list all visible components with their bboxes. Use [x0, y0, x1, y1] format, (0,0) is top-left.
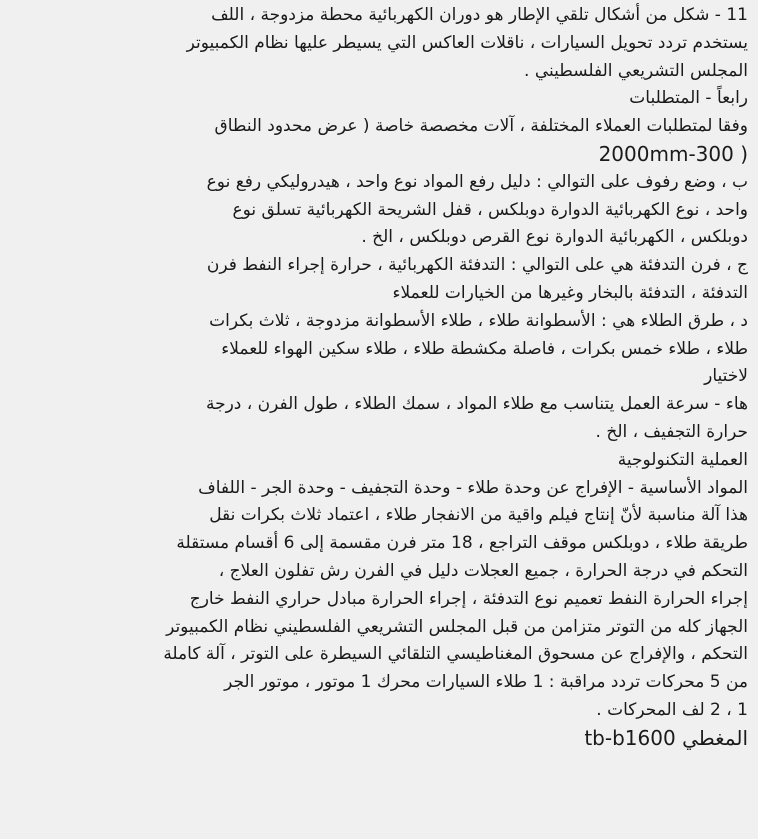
text-line: طلاء ، طلاء خمس بكرات ، فاصلة مكشطة طلاء ، طلاء سكين الهواء للعملاء	[221, 338, 748, 359]
text-line: لاختيار	[704, 366, 748, 387]
text-line: 1 ، 2 لف المحركات .	[596, 699, 748, 720]
text-line: التدفئة ، التدفئة بالبخار وغيرها من الخيارات للعملاء	[392, 282, 748, 303]
text-line: الجهاز كله من التوتر متزامن من قبل المجلس التشريعي الفلسطيني نظام الكمبيوتر	[166, 616, 748, 637]
text-line: التحكم في درجة الحرارة ، جميع العجلات دليل في الفرن رش تفلون العلاج ،	[218, 560, 748, 581]
section-heading: رابعاً - المتطلبات	[629, 88, 748, 109]
text-line: واحد ، نوع الكهربائية الدوارة دوبلكس ، قفل الشريحة الكهربائية تسلق نوع	[232, 199, 748, 220]
text-line: يستخدم تردد تحويل السيارات ، ناقلات العاكس التي يسيطر عليها نظام الكمبيوتر	[186, 32, 748, 53]
text-line: د ، طرق الطلاء هي : الأسطوانة طلاء ، طلاء الأسطوانة مزدوجة ، ثلاث بكرات	[209, 310, 748, 331]
text-line: وفقا لمتطلبات العملاء المختلفة ، آلات مخصصة خاصة ( عرض محدود النطاق	[214, 116, 748, 137]
text-line: دوبلكس ، الكهربائية الدوارة نوع القرص دوبلكس ، الخ .	[361, 227, 748, 248]
text-line: هاء - سرعة العمل يتناسب مع طلاء المواد ، سمك الطلاء ، طول الفرن ، درجة	[205, 394, 748, 415]
text-line: هذا آلة مناسبة لأنّ إنتاج فيلم واقية من الانفجار طلاء ، اعتماد ثلاث بكرات نقل	[209, 505, 748, 526]
text-line: 2000mm-300 )	[598, 141, 748, 166]
text-line: 11 - شكل من أشكال تلقي الإطار هو دوران الكهربائية محطة مزدوجة ، اللف	[211, 5, 748, 25]
text-line: طريقة طلاء ، دوبلكس موقف التراجع ، 18 متر فرن مقسمة إلى 6 أقسام مستقلة	[176, 533, 748, 554]
text-line: التحكم ، والإفراج عن مسحوق المغناطيسي التلقائي السيطرة على التوتر ، آلة كاملة	[163, 644, 748, 665]
text-line: حرارة التجفيف ، الخ .	[595, 421, 748, 442]
section-heading: العملية التكنولوجية	[617, 449, 748, 470]
text-line: ب ، وضع رفوف على التوالي : دليل رفع المواد نوع واحد ، هيدروليكي رفع نوع	[206, 171, 748, 192]
text-line: ج ، فرن التدفئة هي على التوالي : التدفئة الكهربائية ، حرارة إجراء النفط فرن	[206, 255, 748, 276]
text-line: إجراء الحرارة النفط تعميم نوع التدفئة ، إجراء الحرارة مبادل حراري النفط خارج	[189, 588, 748, 609]
model-label: tb-b1600 المغطي	[584, 725, 748, 750]
text-line: من 5 محركات تردد مراقبة : 1 طلاء السيارات محرك 1 موتور ، موتور الجر	[224, 672, 748, 693]
text-line: المواد الأساسية - الإفراج عن وحدة طلاء - وحدة التجفيف - وحدة الجر - اللفاف	[198, 477, 748, 498]
text-line: المجلس التشريعي الفلسطيني .	[524, 60, 748, 81]
